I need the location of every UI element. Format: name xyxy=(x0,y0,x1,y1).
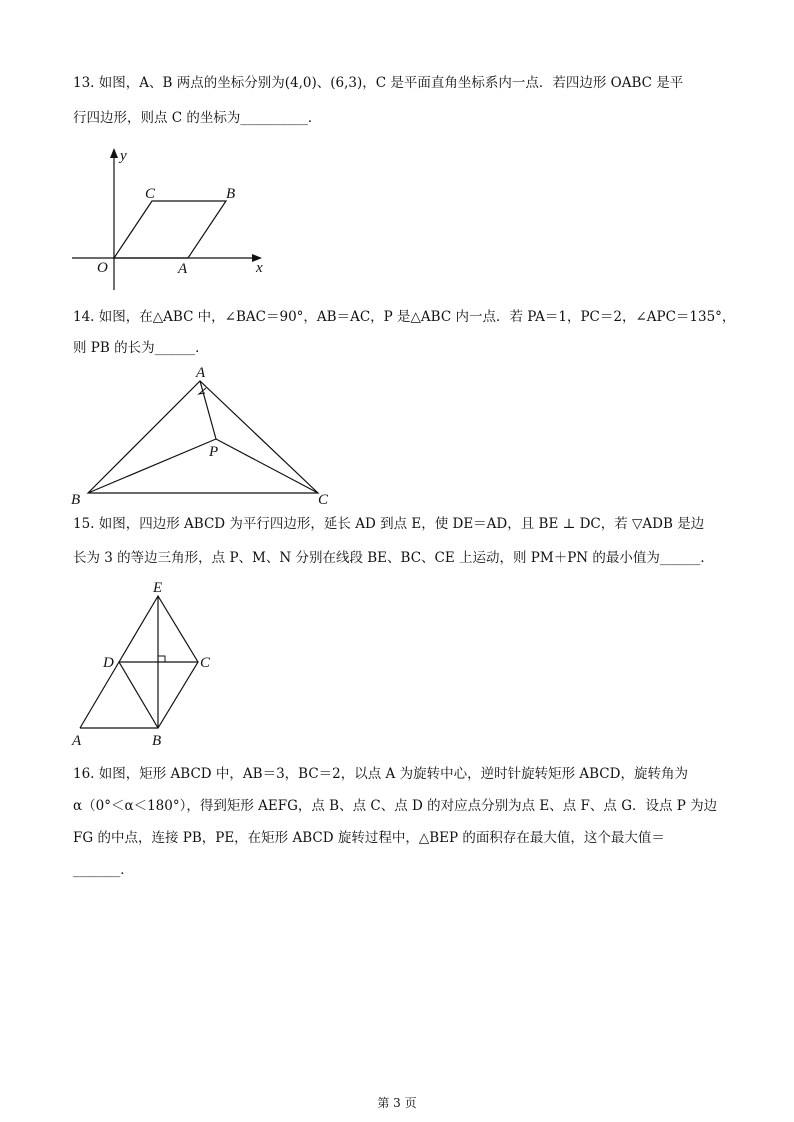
page-number: 第 3 页 xyxy=(377,1096,417,1110)
q13-figure xyxy=(66,140,276,295)
q13-label-o: O xyxy=(97,260,108,276)
q13-label-a: A xyxy=(178,261,188,277)
q14-label-c: C xyxy=(318,492,329,508)
q14-text-line-1: 14. 如图，在△ABC 中，∠BAC＝90°，AB＝AC，P 是△ABC 内一点．若 PA＝1，PC＝2，∠APC＝135°， xyxy=(73,309,736,325)
q15-label-d: D xyxy=(103,655,114,671)
q15-right-angle-mark xyxy=(158,656,165,662)
q15-label-c: C xyxy=(200,655,211,671)
q13-label-b: B xyxy=(226,186,236,202)
q15-text-line-2: 长为 3 的等边三角形，点 P、M、N 分别在线段 BE、BC、CE 上运动，则 PM＋PN 的最小值为______． xyxy=(73,550,714,566)
q13-y-arrow xyxy=(110,148,118,158)
q14-label-b: B xyxy=(71,492,81,508)
q13-text-line-1: 13. 如图，A、B 两点的坐标分别为(4,0)、(6,3)，C 是平面直角坐标系内一点．若四边形 OABC 是平 xyxy=(73,75,684,91)
q15-label-b: B xyxy=(152,733,162,749)
q15-text-line-1: 15. 如图，四边形 ABCD 为平行四边形，延长 AD 到点 E，使 DE＝AD，且 BE ⊥ DC，若 ▽ADB 是边 xyxy=(73,516,705,532)
q15-label-a: A xyxy=(72,733,82,749)
q13-label-y: y xyxy=(120,148,127,164)
q14-triangle-abc xyxy=(88,381,318,493)
q14-segment-pa xyxy=(200,381,216,439)
q16-text-line-4: _______． xyxy=(73,862,134,878)
q15-segment-db xyxy=(119,662,158,728)
q14-label-a: A xyxy=(196,365,206,381)
q16-text-line-3: FG 的中点，连接 PB，PE，在矩形 ABCD 旋转过程中，△BEP 的面积存在最大值，这个最大值＝ xyxy=(73,830,665,846)
q16-text-line-1: 16. 如图，矩形 ABCD 中，AB＝3，BC＝2，以点 A 为旋转中心，逆时针旋转矩形 ABCD，旋转角为 xyxy=(73,766,688,782)
q13-text-line-2: 行四边形，则点 C 的坐标为__________． xyxy=(73,110,322,126)
q14-label-p: P xyxy=(209,444,219,460)
q13-parallelogram xyxy=(114,201,226,258)
q13-label-x: x xyxy=(256,260,263,276)
q14-figure xyxy=(68,360,343,510)
q16-text-line-2: α（0°＜α＜180°），得到矩形 AEFG，点 B、点 C、点 D 的对应点分别为点 E、点 F、点 G．设点 P 为边 xyxy=(73,798,718,814)
q14-text-line-2: 则 PB 的长为______． xyxy=(73,340,209,356)
q13-label-c: C xyxy=(145,186,156,202)
q15-label-e: E xyxy=(153,580,163,596)
q14-segment-pb xyxy=(88,439,219,493)
q15-figure xyxy=(64,574,229,749)
q14-segment-pc xyxy=(216,439,318,493)
